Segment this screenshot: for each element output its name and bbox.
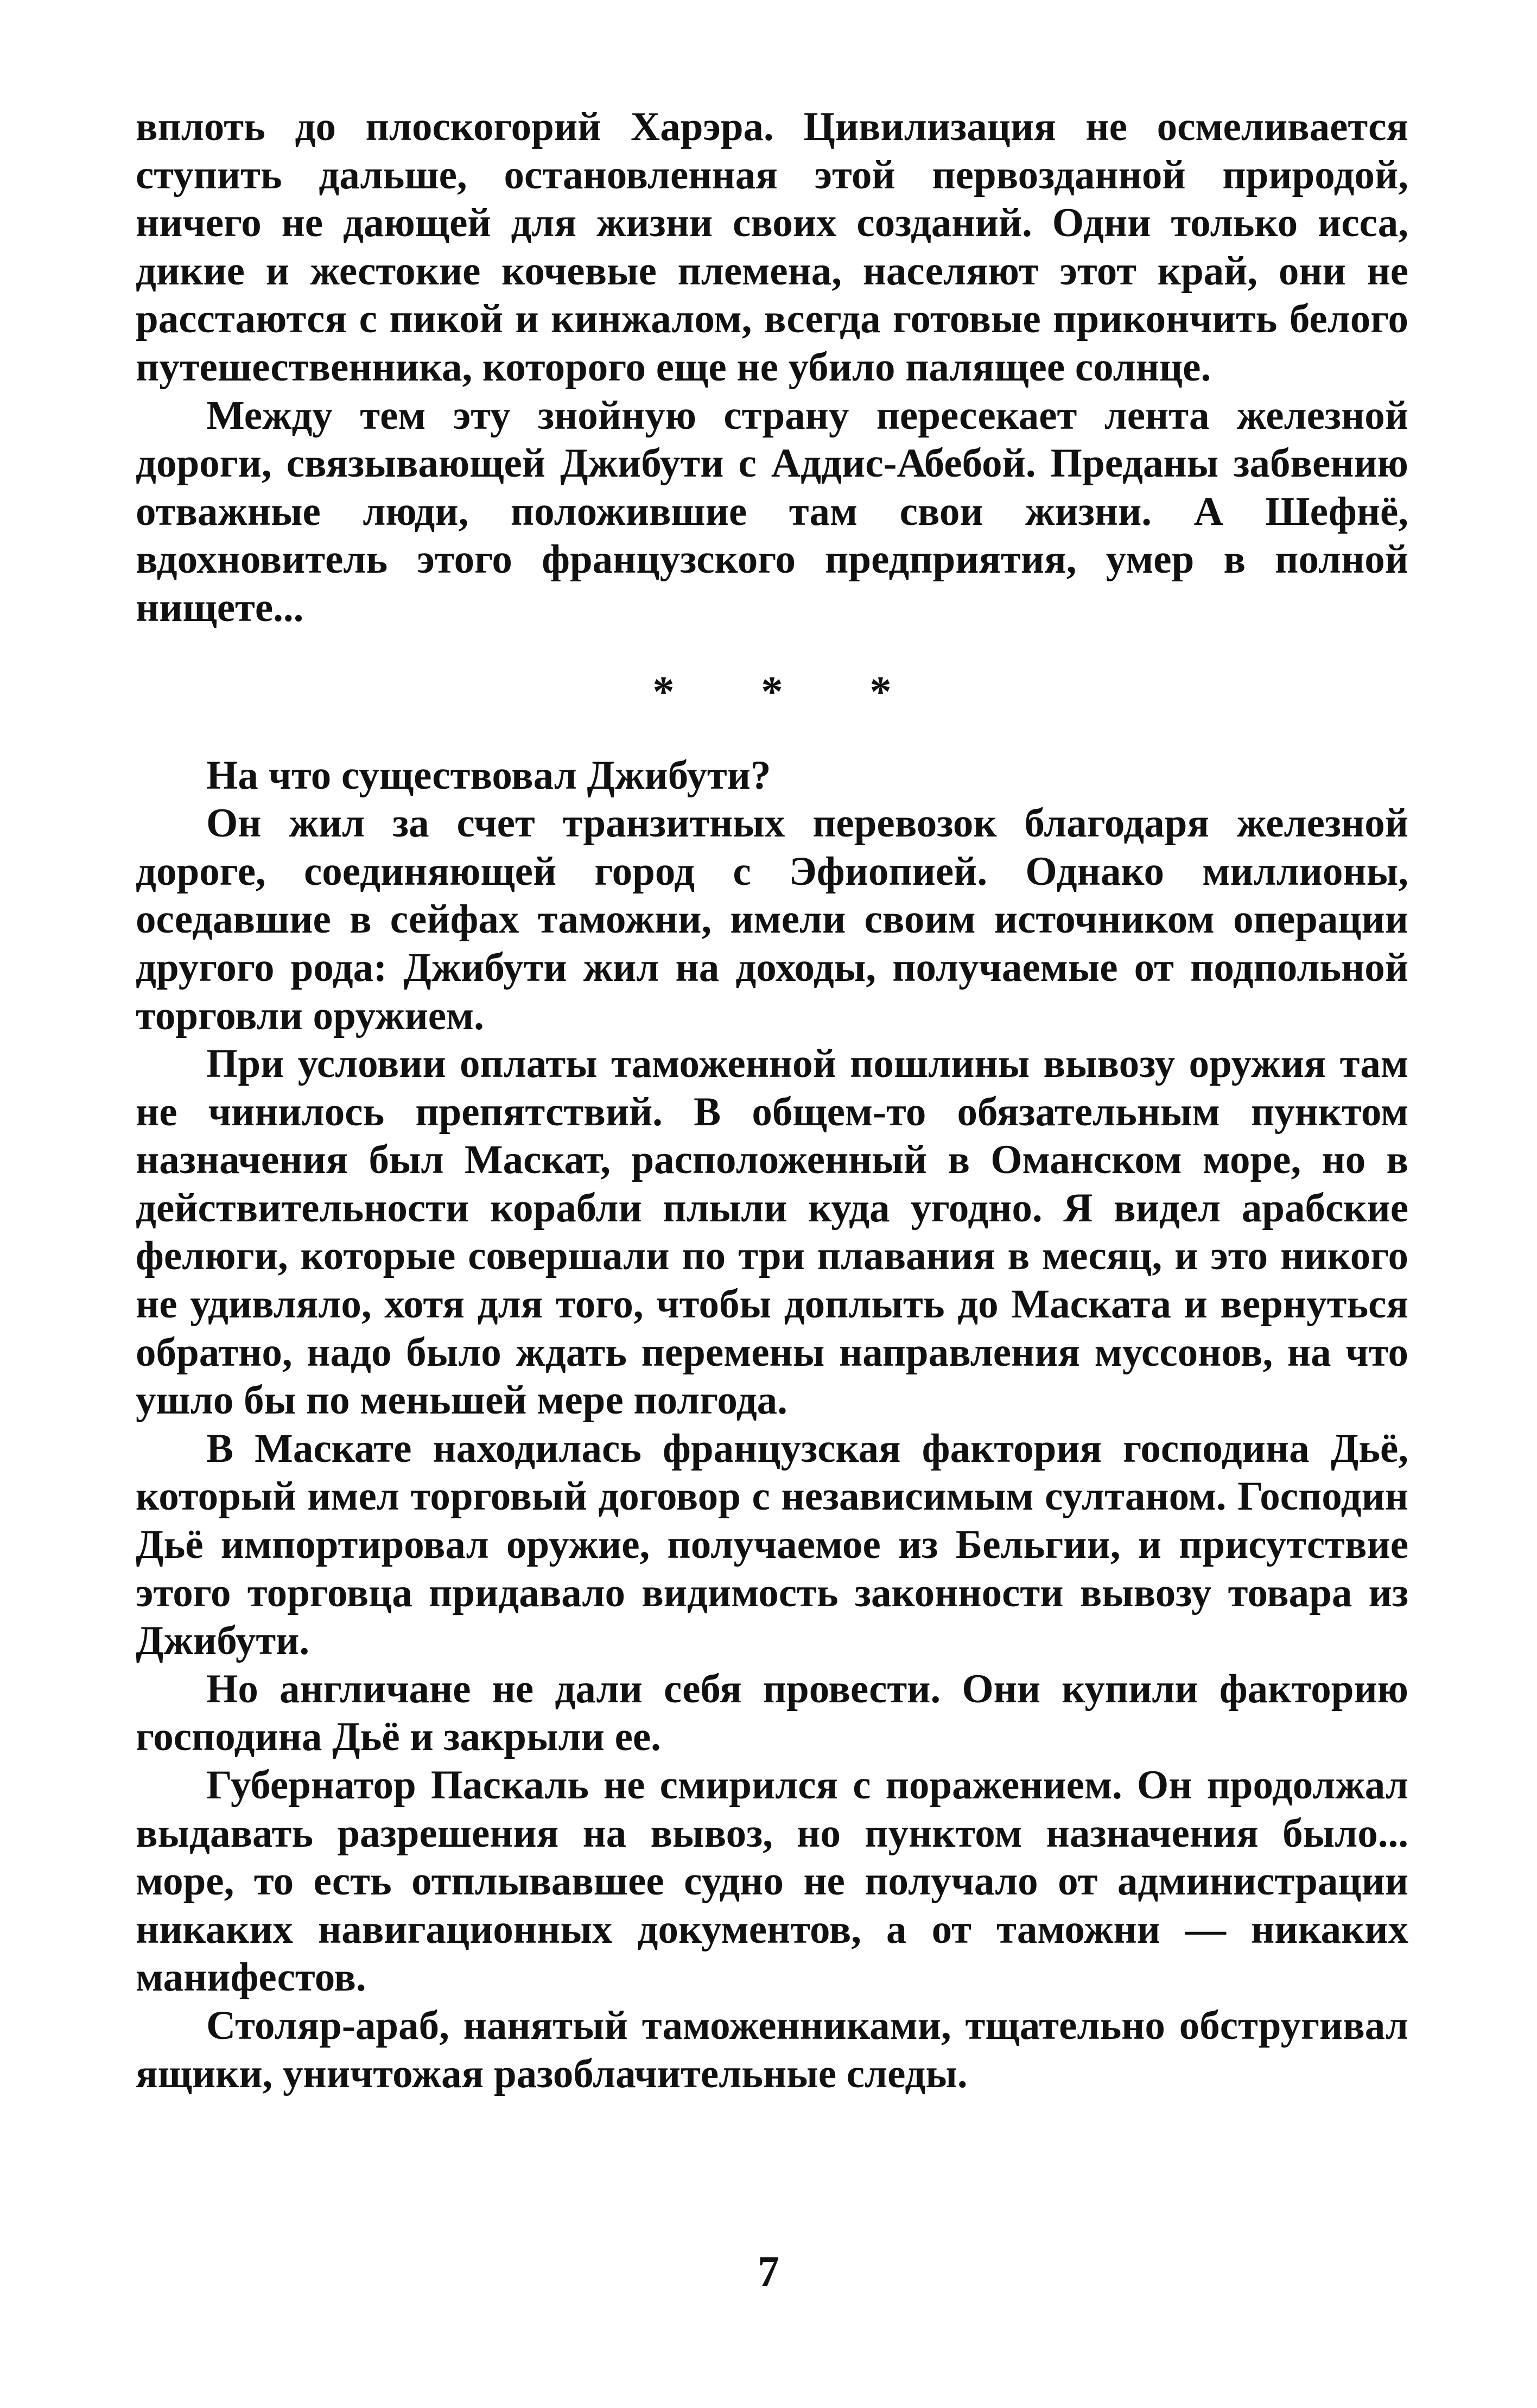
paragraph: Он жил за счет транзитных перевозок благодаря железной дороге, соединяющей город с Эфиопией. Однако миллионы, оседавшие в сейфах таможни, имели своим источником операции другого рода: Джибути жил на доходы, получаемые от подпольной торговли оружием. bbox=[136, 801, 1408, 1038]
paragraph: Столяр-араб, нанятый таможенниками, тщательно обстругивал ящики, уничтожая разоблачительные следы. bbox=[136, 2003, 1408, 2096]
paragraph-continued: вплоть до плоскогорий Харэра. Цивилизация не осмеливается ступить дальше, остановленная этой первозданной природой, ничего не дающей для жизни своих созданий. Одни только исса, дикие и жестокие кочевые племена, населяют этот край, они не расстаются с пикой и кинжалом, всегда готовые прикончить белого путешественника, которого еще не убило палящее солнце. bbox=[136, 104, 1408, 390]
page-number: 7 bbox=[758, 2248, 779, 2296]
section-break-asterisks: * * * bbox=[652, 668, 930, 716]
page-text bbox=[136, 103, 1408, 2098]
paragraph: Между тем эту знойную страну пересекает лента железной дороги, связывающей Джибути с Аддис-Абебой. Преданы забвению отважные люди, положившие там свои жизни. А Шефнё, вдохновитель этого французского предприятия, умер в полной нищете... bbox=[136, 392, 1408, 630]
paragraph: При условии оплаты таможенной пошлины вывозу оружия там не чинилось препятствий. В общем-то обязательным пунктом назначения был Маскат, расположенный в Оманском море, но в действительности корабли плыли куда угодно. Я видел арабские фелюги, которые совершали по три плавания в месяц, и это никого не удивляло, хотя для того, чтобы доплыть до Маската и вернуться обратно, надо было ждать перемены направления муссонов, на что ушло бы по меньшей мере полгода. bbox=[136, 1041, 1408, 1423]
paragraph: В Маскате находилась французская фактория господина Дьё, который имел торговый договор с независимым султаном. Господин Дьё импортировал оружие, получаемое из Бельгии, и присутствие этого торговца придавало видимость законности вывозу товара из Джибути. bbox=[136, 1425, 1408, 1664]
paragraph: Губернатор Паскаль не смирился с поражением. Он продолжал выдавать разрешения на вывоз, но пунктом назначения было... море, то есть отплывавшее судно не получало от администрации никаких навигационных документов, а от таможни — никаких манифестов. bbox=[136, 1763, 1408, 2000]
paragraph-question: На что существовал Джибути? bbox=[206, 752, 771, 798]
paragraph: Но англичане не дали себя провести. Они купили факторию господина Дьё и закрыли ее. bbox=[136, 1666, 1408, 1760]
